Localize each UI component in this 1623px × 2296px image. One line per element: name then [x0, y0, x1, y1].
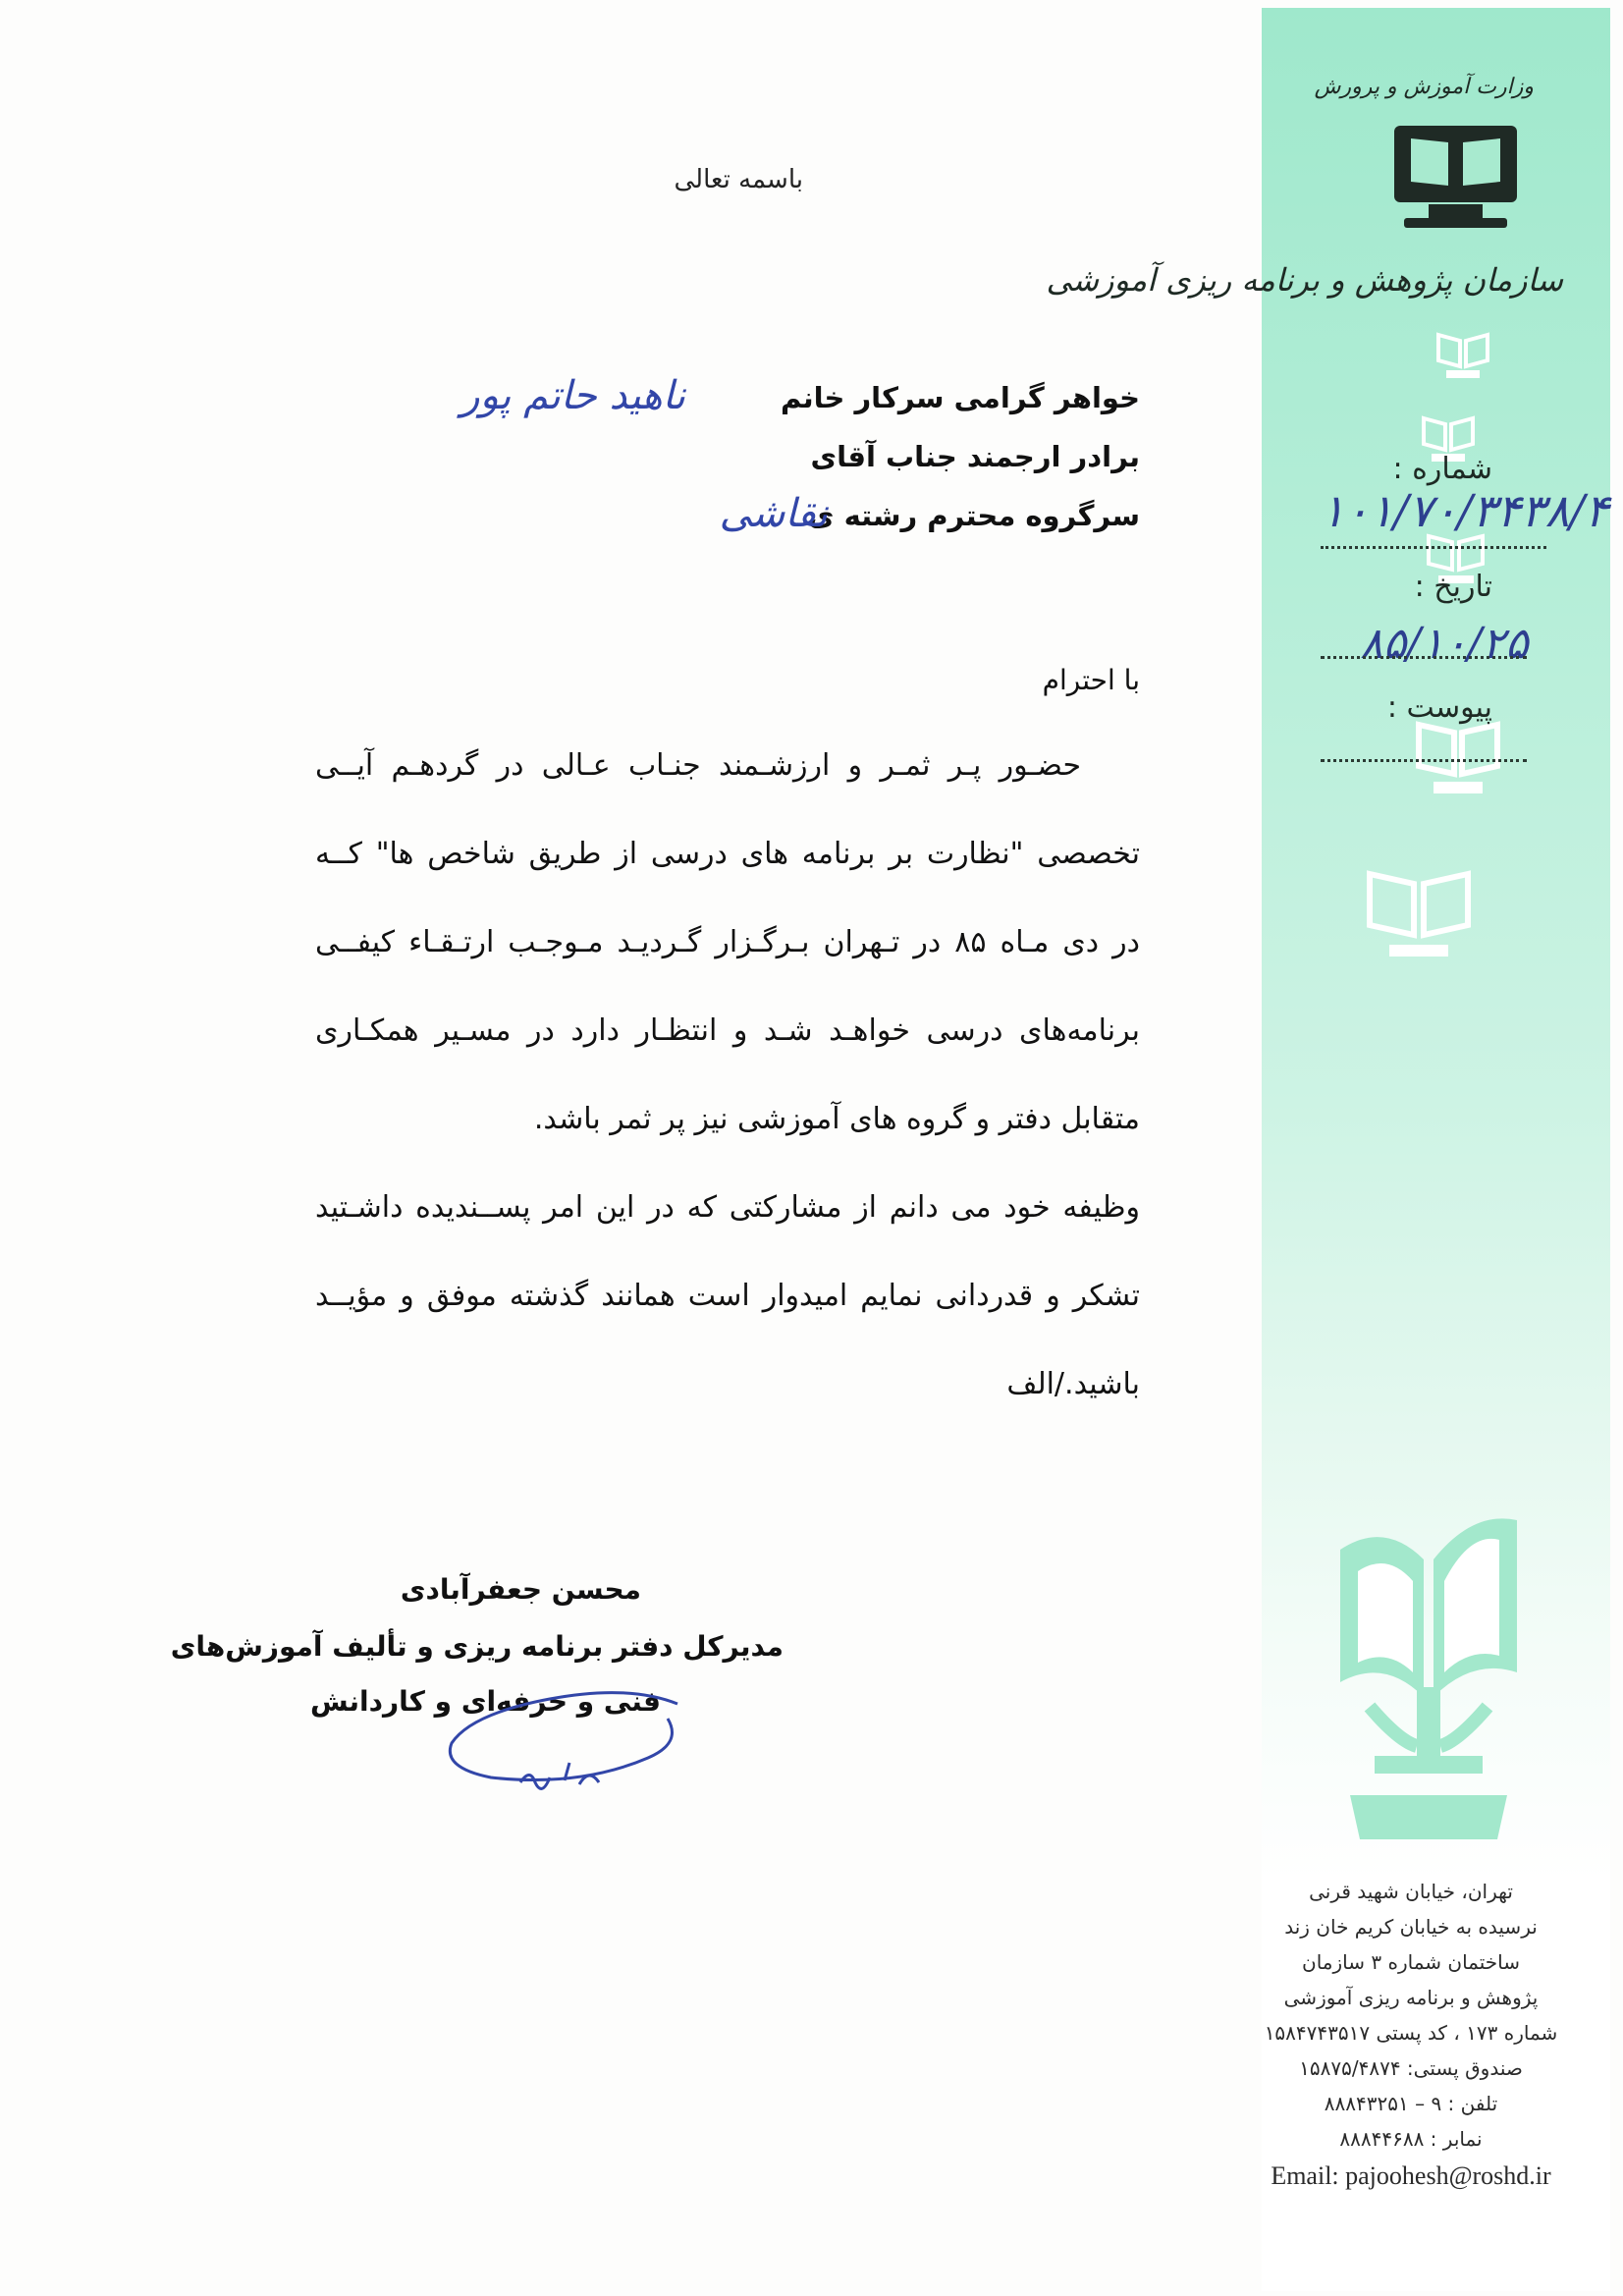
ministry-name: وزارت آموزش و پرورش [1314, 75, 1534, 99]
small-emblem-icon [1429, 327, 1497, 386]
body-line: حضـور پـر ثمـر و ارزشـمند جنـاب عـالی در گردهـم آیــی [315, 748, 1081, 783]
address-line: تلفن : ۹ – ۸۸۸۴۳۲۵۱ [1324, 2092, 1498, 2115]
book-emblem-icon [1389, 121, 1522, 234]
body-line: باشید./الف [1006, 1367, 1140, 1401]
attachment-dotted-line [1321, 759, 1527, 762]
body-line: برنامه‌های درسی خواهـد شـد و انتظـار دارد در مسـیر همکـاری [315, 1013, 1140, 1048]
date-value: ۸۵/۱۰/۲۵ [1360, 619, 1529, 669]
body-line: در دی مـاه ۸۵ در تـهران بـرگـزار گـردیـد مـوجـب ارتـقـاء کیفــی [315, 925, 1140, 959]
number-label: شماره : [1392, 452, 1492, 486]
addressee-line-3: سرگروه محترم رشته ی [807, 499, 1140, 532]
signatory-name: محسن جعفرآبادی [400, 1573, 641, 1606]
addressee-1-text: خواهر گرامی سرکار خانم [780, 381, 1140, 414]
email-address: Email: pajoohesh@roshd.ir [1271, 2161, 1551, 2190]
number-dotted-line [1321, 546, 1546, 549]
addressee-line-1 [781, 381, 1140, 414]
date-dotted-line [1321, 656, 1527, 659]
faded-emblem-icon [1360, 862, 1478, 970]
address-line: پژوهش و برنامه ریزی آموزشی [1283, 1986, 1539, 2009]
address-line: صندوق پستی: ۱۵۸۷۵/۴۸۷۴ [1299, 2056, 1523, 2080]
greeting: با احترام [1042, 664, 1140, 696]
body-line: وظیفه خود می دانم از مشارکتی که در این امر پســندیده داشـتید [315, 1190, 1140, 1225]
number-value: ۱۰۱/۷۰/۳۴۳۸/۴ [1321, 484, 1609, 537]
address-line: تهران، خیابان شهید قرنی [1309, 1880, 1513, 1903]
organization-name: سازمان پژوهش و برنامه ریزی آموزشی [1046, 261, 1563, 299]
signatory-title-2: فنی و حرفه‌ای و کاردانش [309, 1685, 661, 1718]
addressee-line-2: برادر ارجمند جناب آقای [810, 440, 1140, 473]
organization-address [1249, 1874, 1573, 2194]
address-line: نمابر : ۸۸۸۴۴۶۸۸ [1339, 2127, 1483, 2151]
address-line: نرسیده به خیابان کریم خان زند [1284, 1915, 1538, 1939]
address-line: ساختمان شماره ۳ سازمان [1302, 1950, 1520, 1974]
address-line: شماره ۱۷۳ ، کد پستی ۱۵۸۴۷۴۳۵۱۷ [1264, 2021, 1558, 2045]
basmala-heading: باسمه تعالی [674, 165, 803, 194]
handwritten-recipient-name: ناهید حاتم پور [460, 373, 685, 418]
signatory-title-1: مدیرکل دفتر برنامه ریزی و تألیف آموزش‌های [170, 1630, 784, 1663]
body-line: متقابل دفتر و گروه های آموزشی نیز پر ثمر باشد. [533, 1102, 1140, 1136]
attachment-label: پیوست : [1386, 690, 1492, 725]
body-line: تشکر و قدردانی نمایم امیدوار است همانند گذشته موفق و مؤیــد [315, 1279, 1140, 1313]
handwritten-field-name: نقاشی [719, 491, 828, 536]
handwritten-signature-icon [432, 1674, 707, 1812]
date-label: تاریخ : [1414, 570, 1492, 604]
body-line: تخصصی "نظارت بر برنامه های درسی از طریق شاخص ها" کــه [315, 837, 1140, 871]
organization-logo-icon [1330, 1510, 1527, 1844]
